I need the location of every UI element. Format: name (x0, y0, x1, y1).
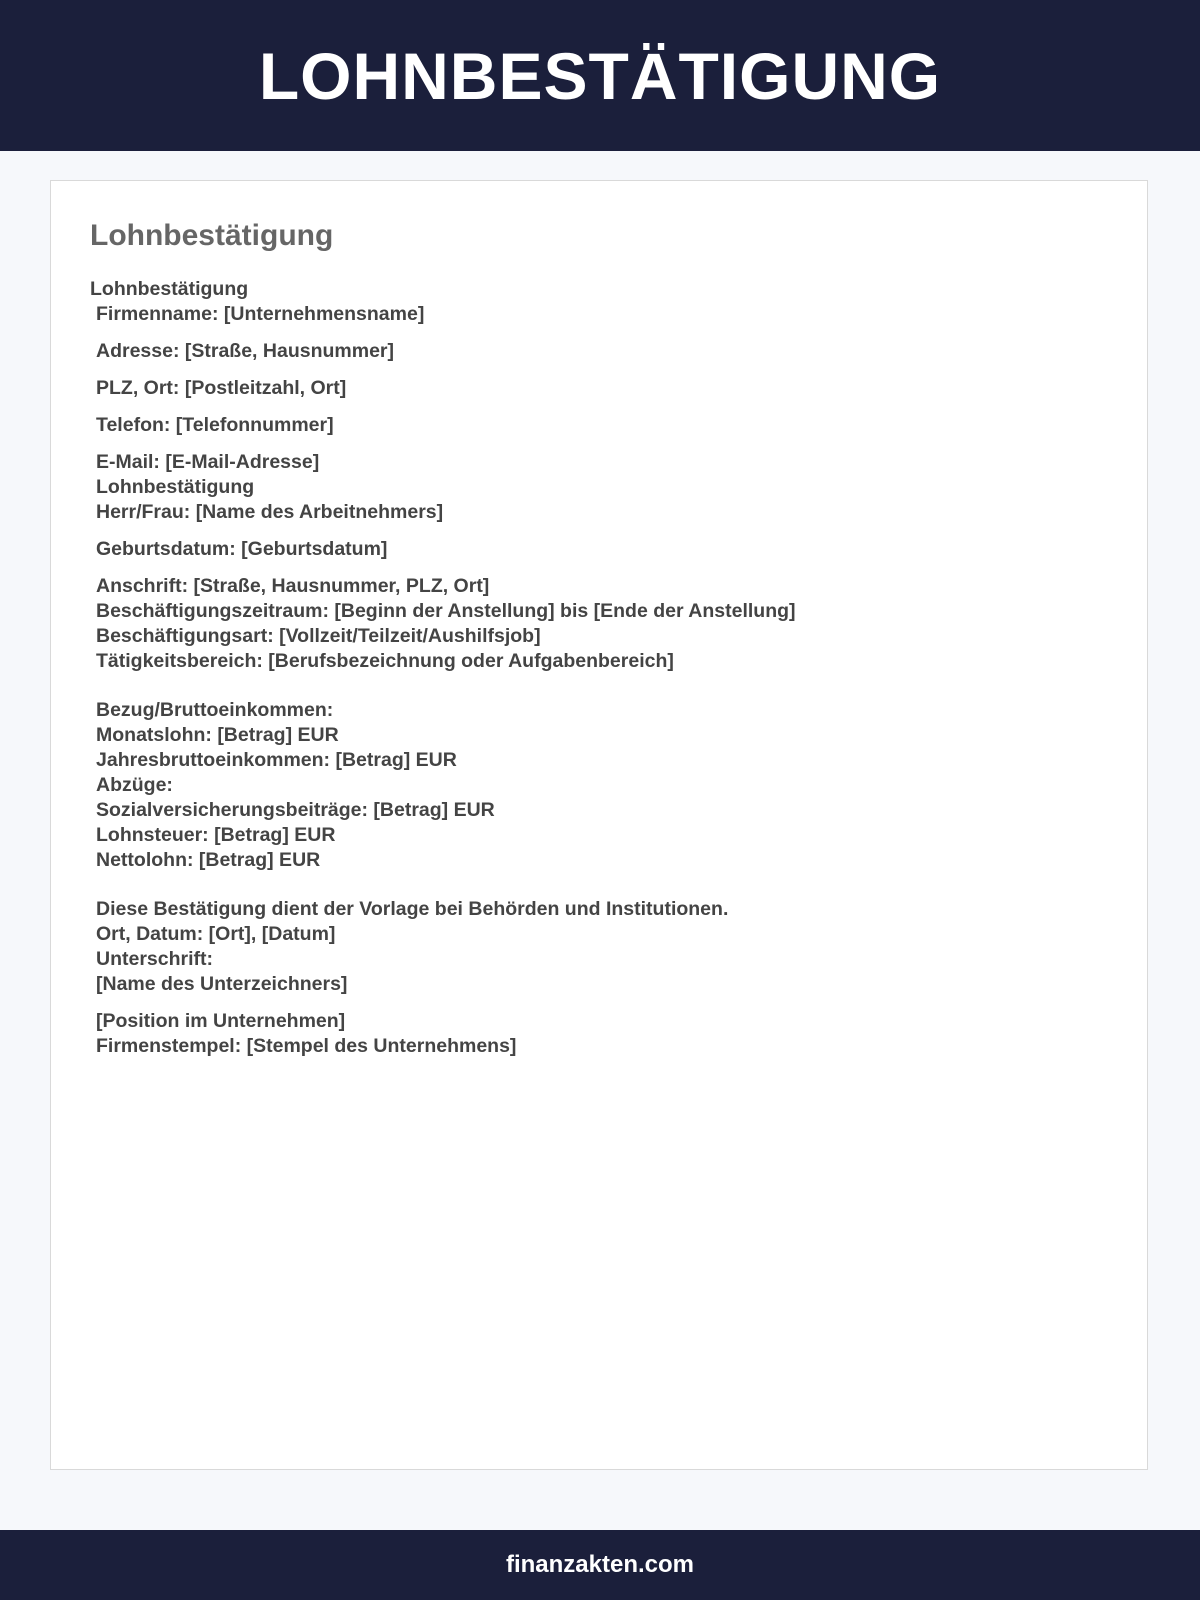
doc-line-company-name: Firmenname: [Unternehmensname] (96, 303, 425, 325)
doc-line-job-area: Tätigkeitsbereich: [Berufsbezeichnung oder Aufgabenbereich] (96, 650, 674, 672)
doc-line-zip-city: PLZ, Ort: [Postleitzahl, Ort] (96, 377, 347, 399)
doc-line-place-date: Ort, Datum: [Ort], [Datum] (96, 923, 336, 945)
doc-line-employment-period: Beschäftigungszeitraum: [Beginn der Anstellung] bis [Ende der Anstellung] (96, 600, 796, 622)
doc-line-phone: Telefon: [Telefonnummer] (96, 414, 334, 436)
doc-line-net-wage: Nettolohn: [Betrag] EUR (96, 849, 321, 871)
doc-line-income-tax: Lohnsteuer: [Betrag] EUR (96, 824, 336, 846)
doc-line-gross-income-heading: Bezug/Bruttoeinkommen: (96, 699, 334, 721)
doc-line-purpose-note: Diese Bestätigung dient der Vorlage bei Behörden und Institutionen. (96, 898, 729, 920)
doc-line-company-stamp: Firmenstempel: [Stempel des Unternehmens] (96, 1035, 517, 1057)
doc-line-subheading: Lohnbestätigung (96, 476, 255, 498)
doc-line-address: Adresse: [Straße, Hausnummer] (96, 340, 395, 362)
doc-line-annual-gross: Jahresbruttoeinkommen: [Betrag] EUR (96, 749, 457, 771)
doc-line-signature-label: Unterschrift: (96, 948, 214, 970)
doc-line-monthly-wage: Monatslohn: [Betrag] EUR (96, 724, 339, 746)
doc-line-employment-type: Beschäftigungsart: [Vollzeit/Teilzeit/Aushilfsjob] (96, 625, 541, 647)
doc-line-signer-name: [Name des Unterzeichners] (96, 973, 348, 995)
doc-line-birthdate: Geburtsdatum: [Geburtsdatum] (96, 538, 388, 560)
doc-line-deductions-heading: Abzüge: (96, 774, 173, 796)
doc-line-social-security: Sozialversicherungsbeiträge: [Betrag] EUR (96, 799, 495, 821)
doc-line-heading: Lohnbestätigung (90, 278, 249, 300)
page-footer (0, 1530, 1200, 1600)
doc-line-employee-name: Herr/Frau: [Name des Arbeitnehmers] (96, 501, 444, 523)
page-header (0, 0, 1200, 151)
document-title: Lohnbestätigung (90, 219, 334, 252)
doc-line-street-address: Anschrift: [Straße, Hausnummer, PLZ, Ort] (96, 575, 490, 597)
footer-site-name: finanzakten.com (505, 1551, 695, 1578)
doc-line-email: E-Mail: [E-Mail-Adresse] (96, 451, 320, 473)
document-body (90, 277, 1090, 1059)
doc-line-signer-position: [Position im Unternehmen] (96, 1010, 346, 1032)
header-title: LOHNBESTÄTIGUNG (258, 38, 942, 113)
document-card (50, 180, 1148, 1470)
